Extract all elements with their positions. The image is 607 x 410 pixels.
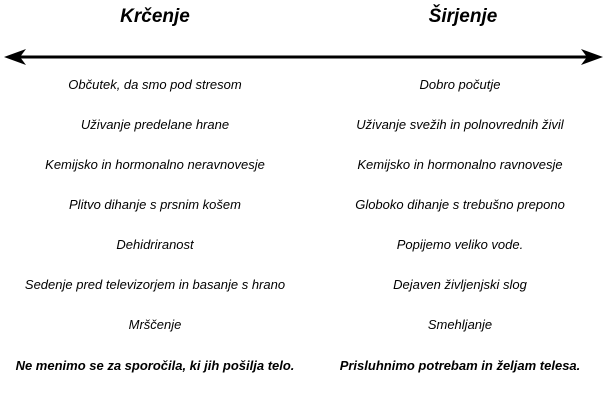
expansion-item: Popijemo veliko vode. xyxy=(396,236,524,252)
expansion-item: Kemijsko in hormonalno ravnovesje xyxy=(357,156,563,172)
expansion-item: Globoko dihanje s trebušno prepono xyxy=(355,196,565,212)
contraction-conclusion xyxy=(10,344,300,400)
expansion-item: Uživanje svežih in polnovrednih živil xyxy=(356,116,564,132)
contraction-heading: Krčenje xyxy=(120,6,190,27)
expansion-column xyxy=(315,64,605,400)
expansion-item: Dejaven življenjski slog xyxy=(393,276,527,292)
contraction-column xyxy=(10,64,300,400)
contraction-item: Sedenje pred televizorjem in basanje s hrano xyxy=(24,276,286,292)
contraction-item: Kemijsko in hormonalno neravnovesje xyxy=(45,156,265,172)
expansion-heading: Širjenje xyxy=(428,6,498,27)
contraction-item: Plitvo dihanje s prsnim košem xyxy=(69,196,241,212)
contraction-item: Mrščenje xyxy=(128,316,182,332)
expansion-item: Dobro počutje xyxy=(419,76,501,92)
contraction-item: Dehidriranost xyxy=(116,236,194,252)
expansion-conclusion-text: Prisluhnimo potrebam in željam telesa. xyxy=(339,358,581,373)
contraction-item: Občutek, da smo pod stresom xyxy=(68,76,242,92)
contraction-conclusion-text: Ne menimo se za sporočila, ki jih pošilja telo. xyxy=(15,358,295,373)
expansion-item: Smehljanje xyxy=(427,316,493,332)
expansion-conclusion xyxy=(315,344,605,400)
contraction-item: Uživanje predelane hrane xyxy=(80,116,230,132)
